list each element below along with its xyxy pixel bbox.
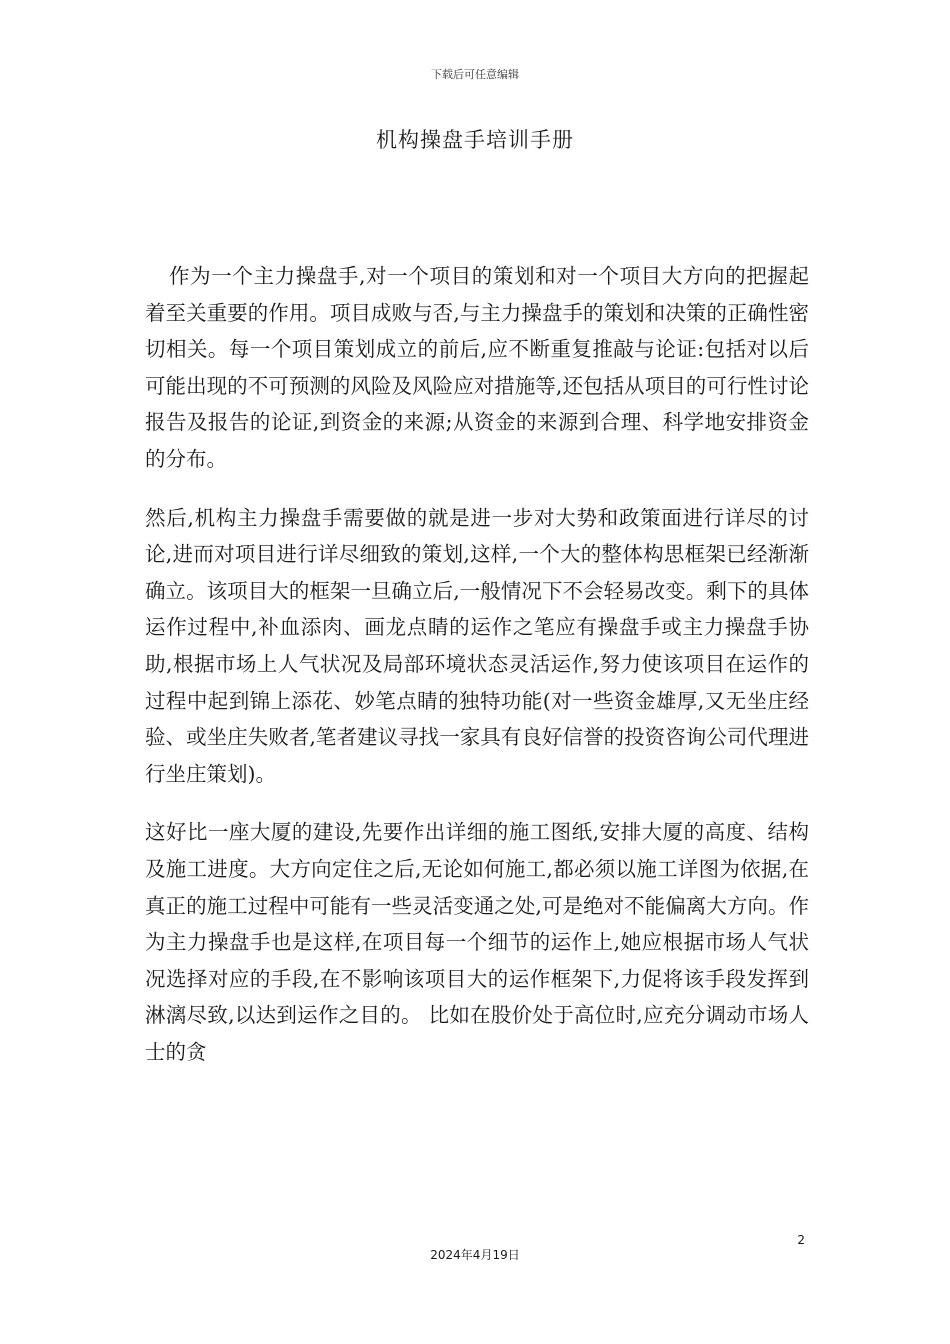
document-title: 机构操盘手培训手册 [376, 128, 574, 152]
document-body [145, 258, 809, 1092]
paragraph-1: 作为一个主力操盘手,对一个项目的策划和对一个项目大方向的把握起着至关重要的作用。项目成败与否,与主力操盘手的策划和决策的正确性密切相关。每一个项目策划成立的前后,应不断重复推敲与论证:包括对以后可能出现的不可预测的风险及风险应对措施等,还包括从项目的可行性讨论报告及报告的论证,到资金的来源;从资金的来源到合理、科学地安排资金的分布。 [145, 264, 809, 471]
page-number: 2 [797, 1233, 805, 1247]
paragraph-2: 然后,机构主力操盘手需要做的就是进一步对大势和政策面进行详尽的讨论,进而对项目进行详尽细致的策划,这样,一个大的整体构思框架已经渐渐确立。该项目大的框架一旦确立后,一般情况下不会轻易改变。剩下的具体运作过程中,补血添肉、画龙点睛的运作之笔应有操盘手或主力操盘手协助,根据市场上人气状况及局部环境状态灵活运作,努力使该项目在运作的过程中起到锦上添花、妙笔点睛的独特功能(对一些资金雄厚,又无坐庄经验、或坐庄失败者,笔者建议寻找一家具有良好信誉的投资咨询公司代理进行坐庄策划)。 [145, 505, 809, 786]
page-header: 下载后可任意编辑 [431, 68, 519, 81]
footer-date: 2024年4月19日 [430, 1248, 520, 1262]
paragraph-3: 这好比一座大厦的建设,先要作出详细的施工图纸,安排大厦的高度、结构及施工进度。大方向定住之后,无论如何施工,都必须以施工详图为依据,在真正的施工过程中可能有一些灵活变通之处,可是绝对不能偏离大方向。作为主力操盘手也是这样,在项目每一个细节的运作上,她应根据市场人气状况选择对应的手段,在不影响该项目大的运作框架下,力促将该手段发挥到淋漓尽致,以达到运作之目的。 比如在股价处于高位时,应充分调动市场人士的贪 [145, 820, 809, 1064]
